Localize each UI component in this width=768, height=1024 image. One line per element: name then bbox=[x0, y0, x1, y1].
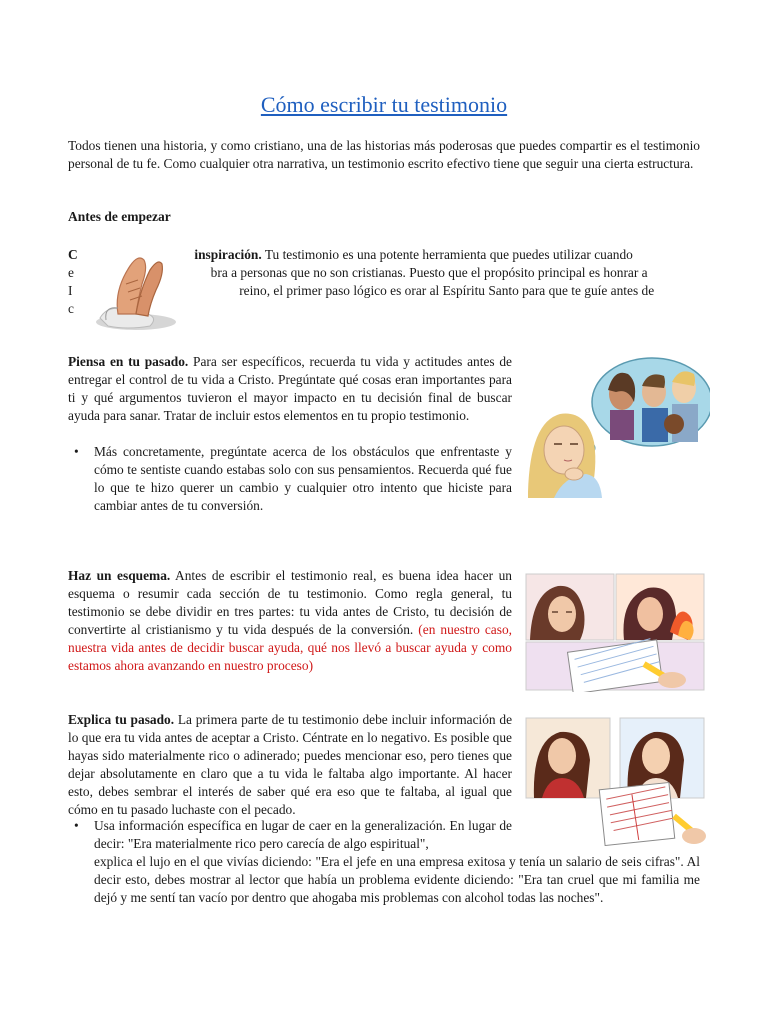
explica-bold: Explica tu pasado. bbox=[68, 712, 175, 727]
thinking-woman-image bbox=[524, 352, 710, 498]
outline-image bbox=[524, 572, 706, 692]
inspiration-line3-text: reino, el primer paso lógico es orar al Espíritu Santo para que te guíe antes de bbox=[239, 283, 655, 298]
intro-paragraph: Todos tienen una historia, y como cristiano, una de las historias más poderosas que puedes compartir es el testimonio personal de tu fe. Como cualquier otra narrativa, un testimonio escrito efectivo tiene que seguir una cierta estructura. bbox=[68, 138, 700, 171]
inspiration-start-letter: C bbox=[68, 247, 78, 262]
inspiration-bold: inspiración. bbox=[194, 247, 262, 262]
list-item bbox=[68, 443, 512, 515]
list-item bbox=[68, 817, 512, 853]
inspiration-text: Tu testimonio es una potente herramienta que puedes utilizar cuando bbox=[261, 247, 633, 262]
esquema-red-note: (en nuestro caso, nuestra vida antes de decidir buscar ayuda, qué nos llevó a buscar ayuda y como estamos ahora avanzando en nuestro proceso) bbox=[68, 622, 512, 673]
bullet-symbol: • bbox=[74, 818, 79, 833]
pasado-bullet-text: Más concretamente, pregúntate acerca de los obstáculos que enfrentaste y cómo te sentiste cuando estabas solo con sus pensamientos. Recuerda qué fue lo que te hizo querer un cambio y cualquier otro intento que hiciste para cambiar antes de tu conversión. bbox=[94, 444, 512, 513]
page-title: Cómo escribir tu testimonio bbox=[260, 92, 508, 117]
inspiration-line4-start: c bbox=[68, 301, 74, 316]
esquema-text: Antes de escribir el testimonio real, es buena idea hacer un esquema o resumir cada sección de tu testimonio. Como regla general, tu testimonio se debe dividir en tres partes: tu vida antes de Cristo, tu decisión de convertirte al cristianismo y tu vida después de la conversión. bbox=[68, 568, 512, 637]
inspiration-line2-text: bra a personas que no son cristianas. Puesto que el propósito principal es honrar a bbox=[210, 265, 648, 280]
esquema-bold: Haz un esquema. bbox=[68, 568, 171, 583]
explica-bullet-list bbox=[68, 817, 512, 853]
inspiration-line3-start: I bbox=[68, 283, 73, 298]
bullet-symbol: • bbox=[74, 444, 79, 459]
inspiration-line2-start: e bbox=[68, 265, 74, 280]
section-heading: Antes de empezar bbox=[68, 209, 171, 224]
pasado-bold: Piensa en tu pasado. bbox=[68, 354, 189, 369]
pasado-text: Para ser específicos, recuerda tu vida y actitudes antes de entregar el control de tu vida a Cristo. Pregúntate qué cosas eran importantes para ti y qué argumentos tuvieron el mayor impacto en tu decisión final de buscar ayuda para sanar. Tratar de incluir estos elementos en tu propio testimonio. bbox=[68, 354, 512, 423]
explica-bullet-continuation: explica el lujo en el que vivías diciendo: "Era el jefe en una empresa exitosa y tenía un salario de seis cifras". Al decir esto, debes mostrar al lector que había un problema evidente diciendo: "Era tan cruel que mi familia me dejó y me sentí tan vacío por dentro que ahogaba mis problemas con alcohol todas las noches". bbox=[94, 854, 700, 905]
explica-bullet-text-a: Usa información específica en lugar de caer en la generalización. En lugar de decir: "Era materialmente rico pero carecía de algo espiritual", bbox=[94, 818, 512, 851]
explica-paragraph bbox=[68, 711, 512, 819]
pasado-bullet-list bbox=[68, 443, 512, 515]
before-after-image bbox=[524, 716, 706, 846]
explica-text: La primera parte de tu testimonio debe incluir información de lo que era tu vida antes de aceptar a Cristo. Céntrate en lo negativo. Es posible que hayas sido materialmente rico o adinerado; puedes mencionar eso, pero tienes que dejar absolutamente en claro que a tu vida le faltaba algo importante. Al hacer esto, debes sembrar el interés de saber qué era eso que te faltaba, al igual que cómo en tu pasado luchaste con el pecado. bbox=[68, 712, 513, 817]
praying-hands-image bbox=[78, 244, 190, 334]
pasado-paragraph bbox=[68, 353, 512, 425]
esquema-paragraph bbox=[68, 567, 512, 675]
